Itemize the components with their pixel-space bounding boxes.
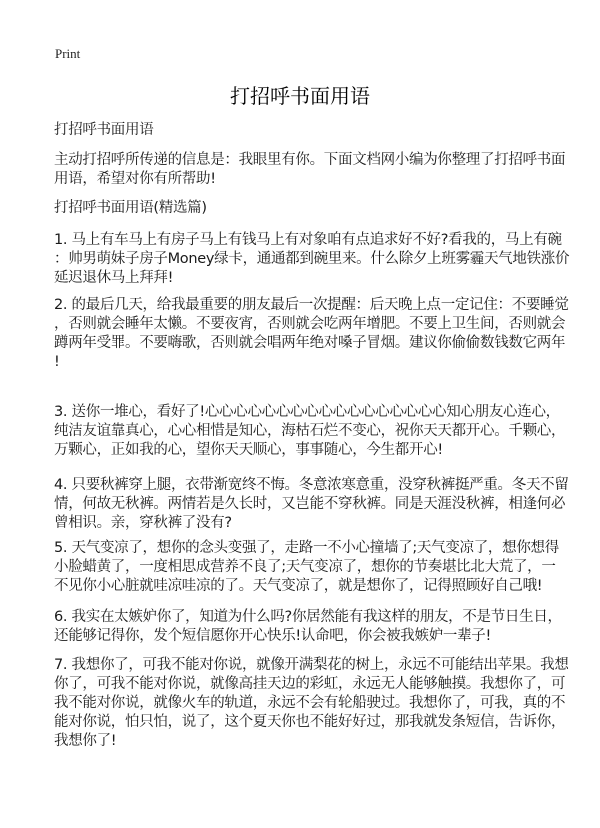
text-line: ，否则就会睡年太懒。不要夜宵，否则就会吃两年增肥。不要上卫生间，否则就会 xyxy=(54,316,566,332)
text-line: 万颗心，正如我的心，望你天天顺心，事事随心，今生都开心! xyxy=(54,442,443,458)
text-line: ! xyxy=(54,354,60,370)
text-line: 还能够记得你，发个短信愿你开心快乐!认命吧，你会被我嫉妒一辈子! xyxy=(54,628,492,644)
text-line: 用语，希望对你有所帮助! xyxy=(54,171,216,187)
text-line: 我想你了! xyxy=(54,733,117,749)
text-line: 小脸蜡黄了，一度相思成营养不良了;天气变凉了，想你的节奏堪比北大荒了，一 xyxy=(54,559,556,575)
document-subtitle xyxy=(54,121,584,140)
text-line: ：帅男萌妹子房子Money绿卡，通通都到碗里来。什么除夕上班雾霾天气地铁涨价 xyxy=(54,251,570,267)
list-item xyxy=(54,608,584,646)
text-line: 打招呼书面用语(精选篇) xyxy=(54,200,207,216)
list-item xyxy=(54,656,584,751)
text-line: 4. 只要秋裤穿上腿，衣带渐宽终不悔。冬意浓寒意重，没穿秋裤挺严重。冬天不留 xyxy=(54,477,569,493)
text-line: 3. 送你一堆心，看好了!心心心心心心心心心心心心心心心心心知心朋友心连心， xyxy=(54,404,560,420)
list-item xyxy=(54,231,584,288)
document-title: 打招呼书面用语 xyxy=(230,84,370,108)
list-item xyxy=(54,539,584,596)
text-line: 2. 的最后几天，给我最重要的朋友最后一次提醒：后天晚上点一定记住：不要睡觉 xyxy=(54,297,569,313)
text-line: 主动打招呼所传递的信息是：我眼里有你。下面文档网小编为你整理了打招呼书面 xyxy=(54,152,566,168)
text-line: 能对你说，怕只怕，说了，这个夏天你也不能好好过，那我就发条短信，告诉你， xyxy=(54,714,566,730)
section-heading xyxy=(54,199,584,218)
text-line: 我不能对你说，就像火车的轨道，永远不会有轮船驶过。我想你了，可我，真的不 xyxy=(54,695,566,711)
text-line: 1. 马上有车马上有房子马上有钱马上有对象咱有点追求好不好?看我的，马上有碗 xyxy=(54,232,562,248)
text-line: 6. 我实在太嫉妒你了，知道为什么吗?你居然能有我这样的朋友，不是节日生日， xyxy=(54,609,562,625)
list-item xyxy=(54,476,584,533)
text-line: 打招呼书面用语 xyxy=(54,122,154,138)
list-item xyxy=(54,296,584,372)
text-line: 蹲两年受罪。不要嗨歌，否则就会唱两年绝对嗓子冒烟。建议你偷偷数钱数它两年 xyxy=(54,335,566,351)
text-line: 情，何故无秋裤。两情若是久长时，又岂能不穿秋裤。同是天涯没秋裤，相逢何必 xyxy=(54,496,566,512)
text-line: 你了，可我不能对你说，就像高挂天边的彩虹，永远无人能够触摸。我想你了，可 xyxy=(54,676,566,692)
text-line: 不见你小心脏就哇凉哇凉的了。天气变凉了，就是想你了，记得照顾好自己哦! xyxy=(54,578,543,594)
text-line: 延迟退休马上拜拜! xyxy=(54,270,174,286)
text-line: 7. 我想你了，可我不能对你说，就像开满梨花的树上，永远不可能结出苹果。我想 xyxy=(54,657,569,673)
print-link[interactable]: Print xyxy=(55,46,81,61)
text-line: 曾相识。亲，穿秋裤了没有? xyxy=(54,515,232,531)
intro-paragraph xyxy=(54,151,584,189)
text-line: 纯洁友谊靠真心，心心相惜是知心，海枯石烂不变心，祝你天天都开心。千颗心， xyxy=(54,423,566,439)
list-item xyxy=(54,403,584,460)
text-line: 5. 天气变凉了，想你的念头变强了，走路一不小心撞墙了;天气变凉了，想你想得 xyxy=(54,540,559,556)
